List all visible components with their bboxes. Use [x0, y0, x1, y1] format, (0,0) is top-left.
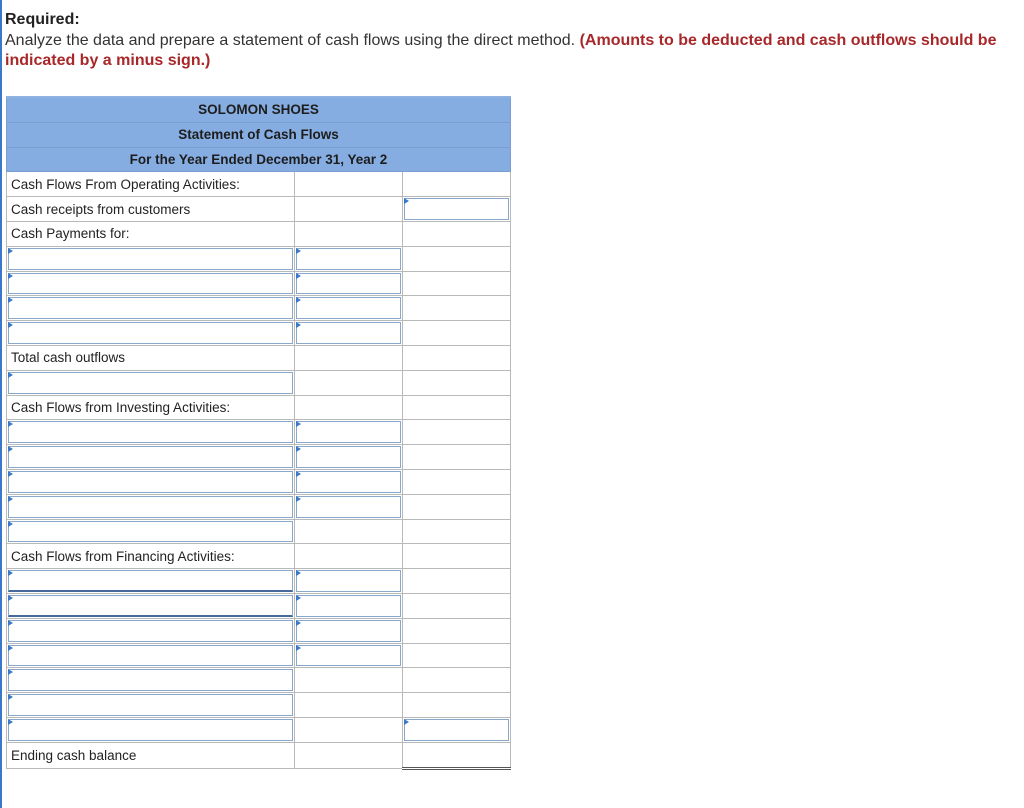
payment-amount-input[interactable] [296, 273, 401, 295]
empty-cell [402, 445, 510, 470]
table-row [7, 197, 511, 222]
investing-label-input[interactable] [8, 421, 293, 443]
empty-cell [402, 693, 510, 718]
financing-total-label-input[interactable] [8, 669, 293, 691]
ending-cash-label: Ending cash balance [7, 742, 295, 768]
table-row [7, 296, 511, 321]
left-accent-rule [0, 0, 2, 808]
table-row [7, 469, 511, 494]
table-row [7, 370, 511, 395]
payment-label-input[interactable] [8, 248, 293, 270]
header-row-company [7, 97, 511, 122]
table-row [7, 569, 511, 594]
table-row [7, 345, 511, 370]
table-row [7, 395, 511, 420]
empty-cell [402, 643, 510, 668]
empty-cell [294, 345, 402, 370]
empty-cell [402, 544, 510, 569]
table-row [7, 172, 511, 197]
table-row [7, 420, 511, 445]
payment-amount-input[interactable] [296, 322, 401, 344]
statement-period: For the Year Ended December 31, Year 2 [7, 147, 511, 172]
empty-cell [294, 742, 402, 768]
instruction-note: (Amounts to be deducted and cash outflows should be indicated by a minus sign.) [5, 32, 997, 69]
payment-label-input[interactable] [8, 297, 293, 319]
table-row [7, 221, 511, 246]
empty-cell [402, 569, 510, 594]
table-row [7, 494, 511, 519]
company-name: SOLOMON SHOES [7, 97, 511, 122]
beginning-cash-label-input[interactable] [8, 719, 293, 741]
investing-label-input[interactable] [8, 496, 293, 518]
empty-cell [402, 370, 510, 395]
empty-cell [402, 420, 510, 445]
payment-amount-input[interactable] [296, 248, 401, 270]
investing-amount-input[interactable] [296, 421, 401, 443]
operating-heading: Cash Flows From Operating Activities: [7, 172, 295, 197]
empty-cell [294, 519, 402, 544]
empty-cell [294, 395, 402, 420]
investing-total-label-input[interactable] [8, 521, 293, 543]
investing-label-input[interactable] [8, 446, 293, 468]
financing-label-input[interactable] [8, 595, 293, 617]
table-row [7, 321, 511, 346]
financing-amount-input[interactable] [296, 620, 401, 642]
financing-amount-input[interactable] [296, 595, 401, 617]
empty-cell [294, 668, 402, 693]
financing-heading: Cash Flows from Financing Activities: [7, 544, 295, 569]
table-row [7, 246, 511, 271]
table-row [7, 742, 511, 768]
investing-amount-input[interactable] [296, 446, 401, 468]
table-row [7, 593, 511, 618]
header-row-period [7, 147, 511, 172]
empty-cell [402, 494, 510, 519]
table-row [7, 693, 511, 718]
empty-cell [402, 618, 510, 643]
statement-title: Statement of Cash Flows [7, 122, 511, 147]
financing-amount-input[interactable] [296, 645, 401, 667]
investing-label-input[interactable] [8, 471, 293, 493]
table-row [7, 271, 511, 296]
financing-amount-input[interactable] [296, 570, 401, 592]
empty-cell [402, 246, 510, 271]
empty-cell [402, 172, 510, 197]
empty-cell [402, 296, 510, 321]
instructions [5, 31, 1020, 71]
header-row-title [7, 122, 511, 147]
table-row [7, 445, 511, 470]
empty-cell [294, 172, 402, 197]
required-heading: Required: [5, 11, 80, 28]
table-row [7, 519, 511, 544]
cash-receipts-amount-input[interactable] [404, 198, 509, 220]
cash-payments-label: Cash Payments for: [7, 221, 295, 246]
empty-cell [294, 693, 402, 718]
empty-cell [294, 221, 402, 246]
beginning-cash-amount-input[interactable] [404, 719, 509, 741]
empty-cell [402, 221, 510, 246]
table-row [7, 618, 511, 643]
empty-cell [402, 321, 510, 346]
empty-cell [402, 668, 510, 693]
empty-cell [294, 717, 402, 742]
financing-label-input[interactable] [8, 645, 293, 667]
cash-flow-statement-table [6, 96, 511, 770]
empty-cell [402, 593, 510, 618]
empty-cell [402, 519, 510, 544]
ending-cash-amount-cell[interactable] [402, 742, 510, 768]
instruction-text: Analyze the data and prepare a statement of cash flows using the direct method. [5, 32, 576, 49]
empty-cell [294, 370, 402, 395]
cash-receipts-label: Cash receipts from customers [7, 197, 295, 222]
table-row [7, 544, 511, 569]
empty-cell [402, 395, 510, 420]
financing-label-input[interactable] [8, 620, 293, 642]
empty-cell [402, 469, 510, 494]
table-row [7, 717, 511, 742]
payment-label-input[interactable] [8, 322, 293, 344]
empty-cell [402, 345, 510, 370]
investing-heading: Cash Flows from Investing Activities: [7, 395, 295, 420]
table-row [7, 643, 511, 668]
investing-amount-input[interactable] [296, 471, 401, 493]
financing-label-input[interactable] [8, 570, 293, 592]
operating-total-label-input[interactable] [8, 372, 293, 394]
empty-cell [402, 271, 510, 296]
empty-cell [294, 197, 402, 222]
payment-label-input[interactable] [8, 273, 293, 295]
table-row [7, 668, 511, 693]
total-cash-outflows-label: Total cash outflows [7, 345, 295, 370]
investing-amount-input[interactable] [296, 496, 401, 518]
payment-amount-input[interactable] [296, 297, 401, 319]
net-change-label-input[interactable] [8, 694, 293, 716]
empty-cell [294, 544, 402, 569]
